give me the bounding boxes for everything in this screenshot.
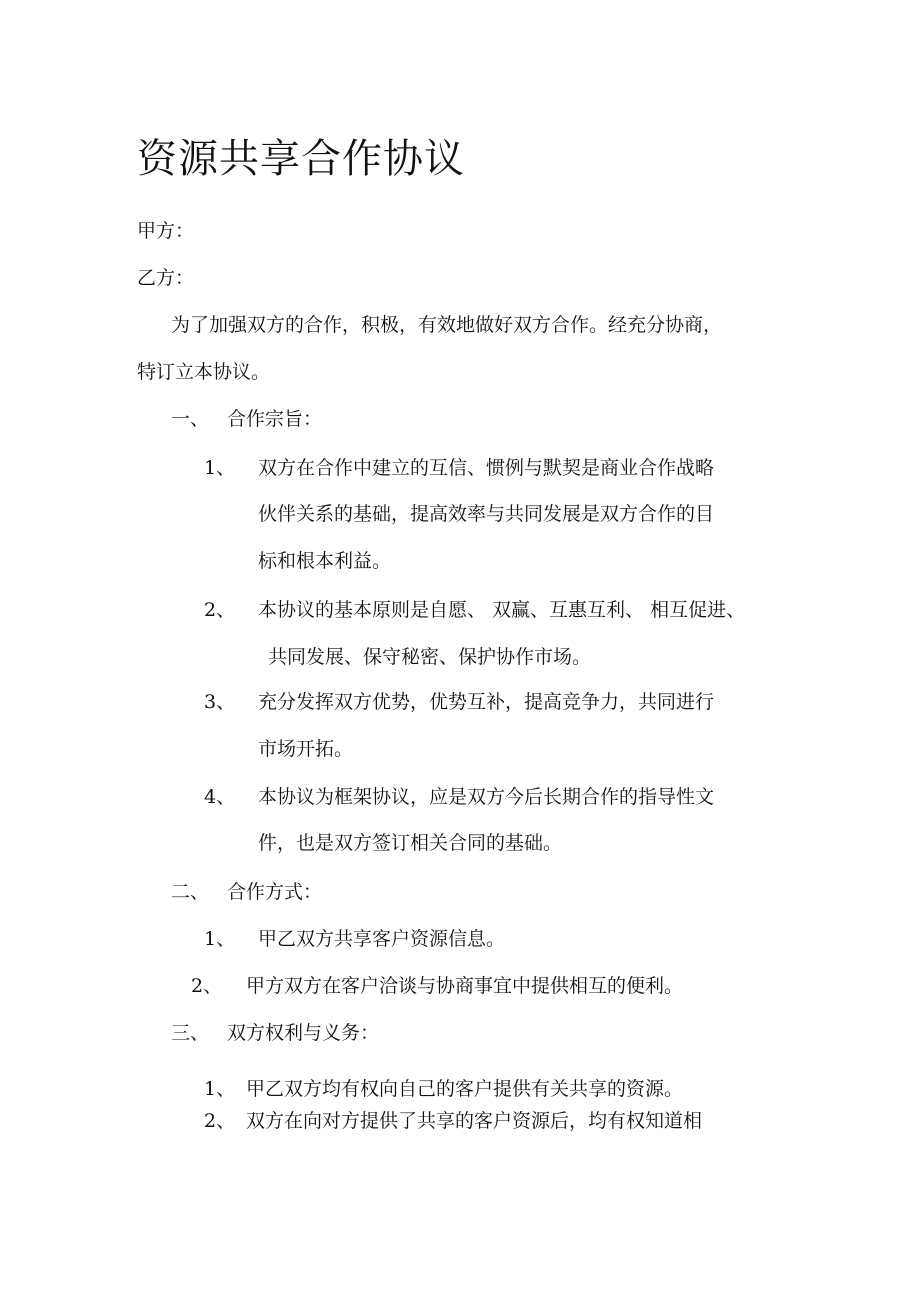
item-line: 充分发挥双方优势，优势互补，提高竞争力，共同进行	[258, 691, 715, 713]
document-title: 资源共享合作协议	[137, 136, 465, 182]
intro-line-1: 为了加强双方的合作，积极，有效地做好双方合作。经充分协商，	[171, 314, 723, 336]
section-heading: 合作宗旨：	[227, 408, 323, 430]
item-line: 甲方双方在客户洽谈与协商事宜中提供相互的便利。	[246, 975, 684, 997]
item-line: 市场开拓。	[258, 738, 354, 760]
item-line: 共同发展、保守秘密、保护协作市场。	[268, 646, 592, 668]
section-heading: 双方权利与义务：	[227, 1022, 380, 1044]
item-line: 件，也是双方签订相关合同的基础。	[258, 832, 563, 854]
item-number: 2、	[204, 599, 236, 621]
item-number: 1、	[204, 1078, 236, 1100]
item-line: 双方在合作中建立的互信、惯例与默契是商业合作战略	[258, 457, 715, 479]
item-number: 4、	[204, 786, 236, 808]
item-line: 标和根本利益。	[258, 550, 392, 572]
item-number: 1、	[204, 928, 236, 950]
party-b-label: 乙方：	[137, 267, 195, 289]
section-marker: 一、	[171, 408, 210, 430]
section-marker: 三、	[171, 1022, 210, 1044]
item-number: 2、	[191, 975, 223, 997]
item-line: 甲乙双方均有权向自己的客户提供有关共享的资源。	[246, 1078, 684, 1100]
section-heading: 合作方式：	[227, 881, 323, 903]
item-line: 本协议为框架协议，应是双方今后长期合作的指导性文	[258, 786, 715, 808]
item-line: 伙伴关系的基础，提高效率与共同发展是双方合作的目	[258, 503, 715, 525]
item-line: 本协议的基本原则是自愿、 双赢、互惠互利、 相互促进、	[258, 599, 746, 621]
intro-line-2: 特订立本协议。	[137, 361, 271, 383]
item-number: 2、	[204, 1110, 236, 1132]
item-line: 双方在向对方提供了共享的客户资源后，均有权知道相	[246, 1110, 703, 1132]
party-a-label: 甲方：	[137, 220, 195, 242]
item-line: 甲乙双方共享客户资源信息。	[258, 928, 506, 950]
item-number: 3、	[204, 691, 236, 713]
section-marker: 二、	[171, 881, 210, 903]
item-number: 1、	[204, 457, 236, 479]
